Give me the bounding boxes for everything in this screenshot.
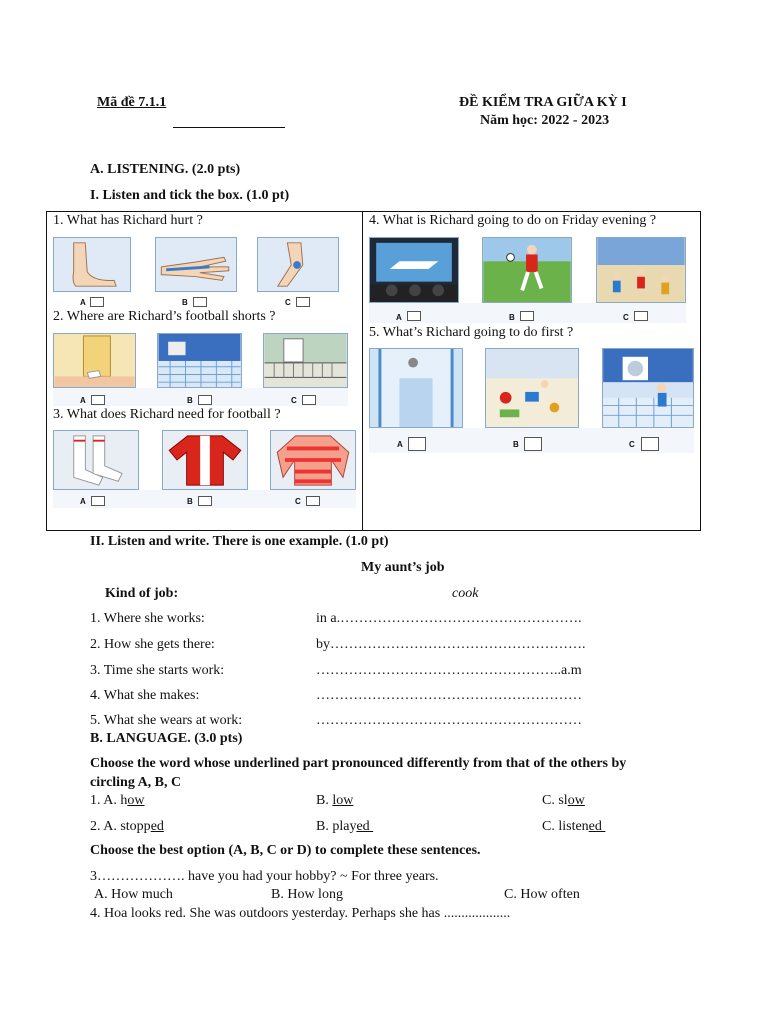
option-a-label: A bbox=[80, 497, 86, 506]
shirt-picture bbox=[162, 430, 248, 490]
write-answer-5[interactable]: ………………………………………………… bbox=[316, 713, 582, 728]
instruction-1-line2: circling A, B, C bbox=[90, 775, 182, 790]
write-answer-3[interactable]: ……………………………………………..a.m bbox=[316, 663, 582, 678]
kitchen-picture bbox=[157, 333, 242, 388]
question-4-text: 4. Hoa looks red. She was outdoors yesterday. Perhaps she has ................... bbox=[90, 906, 511, 921]
write-question-2: 2. How she gets there: bbox=[90, 637, 215, 652]
write-answer-1[interactable]: in a.……………………………………………. bbox=[316, 611, 582, 626]
q3-option-c[interactable]: C. How often bbox=[504, 887, 580, 902]
option-c-label: C bbox=[623, 313, 629, 322]
option-b-label: B bbox=[182, 298, 188, 307]
messy-room-picture bbox=[485, 348, 579, 428]
tick-box-5a[interactable] bbox=[408, 437, 426, 451]
tick-box-2a[interactable] bbox=[91, 395, 105, 405]
tick-box-3a[interactable] bbox=[91, 496, 105, 506]
option-a-label: A bbox=[80, 298, 86, 307]
question-1: 1. What has Richard hurt ? bbox=[53, 213, 203, 228]
tick-box-4c[interactable] bbox=[634, 311, 648, 321]
option-c-label: C bbox=[295, 497, 301, 506]
option-b-label: B bbox=[509, 313, 515, 322]
socks-picture bbox=[53, 430, 139, 490]
write-answer-4[interactable]: ………………………………………………… bbox=[316, 688, 582, 703]
write-question-3: 3. Time she starts work: bbox=[90, 663, 225, 678]
knee-picture bbox=[257, 237, 339, 292]
option-c-label: C bbox=[629, 440, 635, 449]
question-3-text: 3………………. have you had your hobby? ~ For three years. bbox=[90, 869, 439, 884]
write-question-5: 5. What she wears at work: bbox=[90, 713, 243, 728]
sweater-picture bbox=[270, 430, 356, 490]
tick-box-5b[interactable] bbox=[524, 437, 542, 451]
question-3: 3. What does Richard need for football ? bbox=[53, 407, 281, 422]
tick-box-2b[interactable] bbox=[198, 395, 212, 405]
option-a-label: A bbox=[397, 440, 403, 449]
option-a-label: A bbox=[396, 313, 402, 322]
part2-title: II. Listen and write. There is one example. (1.0 pt) bbox=[90, 534, 389, 549]
option-b-label: B bbox=[187, 396, 193, 405]
write-question-4: 4. What she makes: bbox=[90, 688, 200, 703]
balcony-picture bbox=[263, 333, 348, 388]
option-b-label: B bbox=[513, 440, 519, 449]
football-picture bbox=[482, 237, 572, 303]
tick-box-5c[interactable] bbox=[641, 437, 659, 451]
hand-picture bbox=[155, 237, 237, 292]
section-a-title: A. LISTENING. (2.0 pts) bbox=[90, 162, 241, 177]
pron-q1-b[interactable]: B. low bbox=[316, 793, 354, 808]
write-answer-2[interactable]: by………………………………………………. bbox=[316, 637, 586, 652]
exam-code: Mã đề 7.1.1 bbox=[97, 95, 167, 110]
q3-option-b[interactable]: B. How long bbox=[271, 887, 343, 902]
question-2: 2. Where are Richard’s football shorts ? bbox=[53, 309, 276, 324]
party-picture bbox=[596, 237, 686, 303]
write-question-1: 1. Where she works: bbox=[90, 611, 205, 626]
tick-box-3b[interactable] bbox=[198, 496, 212, 506]
question-4: 4. What is Richard going to do on Friday evening ? bbox=[369, 213, 657, 228]
pron-q2-b[interactable]: B. played bbox=[316, 819, 374, 834]
door-picture bbox=[53, 333, 136, 388]
part1-title: I. Listen and tick the box. (1.0 pt) bbox=[90, 188, 290, 203]
tick-box-2c[interactable] bbox=[302, 395, 316, 405]
tick-box-4a[interactable] bbox=[407, 311, 421, 321]
table-divider bbox=[362, 211, 363, 531]
tick-box-4b[interactable] bbox=[520, 311, 534, 321]
option-b-label: B bbox=[187, 497, 193, 506]
cinema-picture bbox=[369, 237, 459, 303]
option-a-label: A bbox=[80, 396, 86, 405]
tick-box-1c[interactable] bbox=[296, 297, 310, 307]
question-5: 5. What’s Richard going to do first ? bbox=[369, 325, 574, 340]
part2-heading: My aunt’s job bbox=[361, 560, 445, 575]
example-answer: cook bbox=[452, 586, 479, 601]
foot-picture bbox=[53, 237, 131, 292]
pron-q1-a[interactable]: 1. A. how bbox=[90, 793, 145, 808]
pron-q2-a[interactable]: 2. A. stopped bbox=[90, 819, 164, 834]
section-b-title: B. LANGUAGE. (3.0 pts) bbox=[90, 731, 243, 746]
option-c-label: C bbox=[291, 396, 297, 405]
tick-box-1b[interactable] bbox=[193, 297, 207, 307]
q3-option-a[interactable]: A. How much bbox=[94, 887, 173, 902]
shower-picture bbox=[369, 348, 463, 428]
pron-q1-c[interactable]: C. slow bbox=[542, 793, 585, 808]
laundry-picture bbox=[602, 348, 694, 428]
tick-box-3c[interactable] bbox=[306, 496, 320, 506]
option-c-label: C bbox=[285, 298, 291, 307]
pron-q2-c[interactable]: C. listened bbox=[542, 819, 606, 834]
exam-title: ĐỀ KIỂM TRA GIỮA KỲ I bbox=[459, 95, 627, 110]
tick-box-1a[interactable] bbox=[90, 297, 104, 307]
school-year: Năm học: 2022 - 2023 bbox=[480, 113, 610, 128]
example-label: Kind of job: bbox=[105, 586, 179, 601]
instruction-1-line1: Choose the word whose underlined part pronounced differently from that of the others by bbox=[90, 756, 627, 771]
divider bbox=[173, 127, 285, 128]
instruction-2: Choose the best option (A, B, C or D) to complete these sentences. bbox=[90, 843, 481, 858]
